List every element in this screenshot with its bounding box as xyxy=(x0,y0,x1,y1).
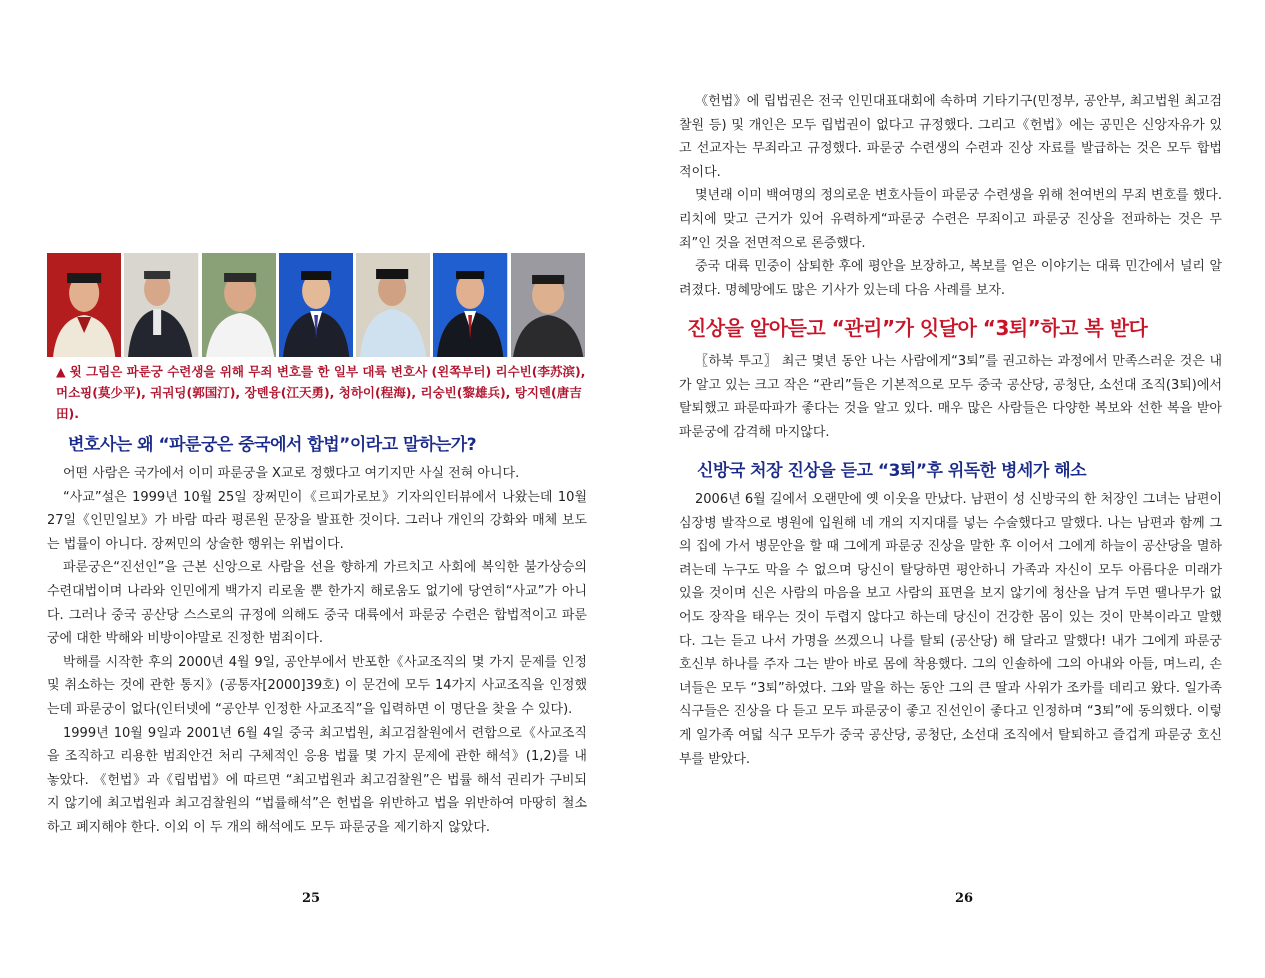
paragraph: 2006년 6월 길에서 오랜만에 옛 이웃을 만났다. 남편이 성 신방국의 한 처장인 그녀는 남편이 심장병 발작으로 병원에 입원해 네 개의 지지대를 넣는 수술했다고 말했다. 나는 남편과 함께 그의 집에 가서 병문안을 할 때 그에게 파룬궁 진상을 말한 후 이어서 그에게 하늘이 공산당을 멸하려는데 누구도 막을 수 없으며 당신이 탈당하면 평안하니 가족과 자신이 모두 아름다운 미래가 있을 것이며 신은 사람의 마음을 보고 사람의 표면을 보지 않기에 청산을 남겨 두면 땔나무가 없어도 장작을 태우는 것이 두렵지 않다고 하는데 당신이 건강한 몸이 있는 것이 만복이라고 말했다. 그는 듣고 나서 가명을 쓰겠으니 나를 탈퇴 (공산당) 해 달라고 말했다! 내가 그에게 파룬궁 호신부 하나를 주자 그는 받아 바로 몸에 착용했다. 그의 인솔하에 그의 아내와 아들, 며느리, 손녀들은 모두 “3퇴”하였다. 그와 말을 하는 동안 그의 큰 딸과 사위가 조카를 데리고 왔다. 일가족 식구들은 진상을 다 듣고 모두 파룬궁이 좋고 진선인이 좋다고 인정하며 “3퇴”에 동의했다. 이렇게 일가족 여덟 식구 모두가 중국 공산당, 공청단, 소선대 조직에서 탈퇴하고 즐겁게 파룬궁 호신부를 받았다. xyxy=(679,492,1222,767)
right-body-mid xyxy=(679,350,1222,444)
paragraph: 〖하북 투고〗 최근 몇년 동안 나는 사람에게“3퇴”를 권고하는 과정에서 만족스러운 것은 내가 알고 있는 크고 작은 “관리”들은 기본적으로 모두 중국 공산당, 공청단, 소선대 조직(3퇴)에서 탈퇴했고 파룬따파가 좋다는 것을 알고 있다. 매우 많은 사람들은 다양한 복보와 선한 복을 받아 파룬궁에 감격해 마지않다. xyxy=(679,354,1222,440)
photo-caption xyxy=(56,361,586,424)
lawyer-photo xyxy=(47,253,121,357)
lawyer-photo xyxy=(433,253,507,357)
article-subheading: 신방국 처장 진상을 듣고 “3퇴”후 위독한 병세가 해소 xyxy=(697,461,1087,481)
paragraph: 어떤 사람은 국가에서 이미 파룬궁을 X교로 정했다고 여기지만 사실 전혀 아니다. xyxy=(63,466,520,481)
left-page xyxy=(0,0,632,978)
paragraph: “사교”설은 1999년 10월 25일 장쩌민이《르피가로보》기자의인터뷰에서 나왔는데 10월 27일《인민일보》가 바람 따라 평론원 문장을 발표한 것이다. 그러나 개인의 강화와 매체 보도는 법률이 아니다. 장쩌민의 상술한 행위는 위법이다. xyxy=(47,489,587,552)
article-title: 진상을 알아듣고 “관리”가 잇달아 “3퇴”하고 복 받다 xyxy=(687,316,1148,340)
lawyer-photo xyxy=(202,253,276,357)
paragraph: 파룬궁은“진선인”을 근본 신앙으로 사람을 선을 향하게 가르치고 사회에 복익한 불가상승의 수련대법이며 나라와 인민에게 백가지 리로울 뿐 한가지 해로움도 없기에 당연히“사교”가 아니다. 그러나 중국 공산당 스스로의 규정에 의해도 중국 대륙에서 파룬궁 수련은 합법적이고 파룬궁에 대한 박해와 비방이야말로 진정한 범죄이다. xyxy=(47,560,587,647)
triangle-up-icon: ▲ xyxy=(56,364,66,379)
lawyer-photo xyxy=(356,253,430,357)
lawyer-photo xyxy=(511,253,585,357)
section-heading: 변호사는 왜 “파룬궁은 중국에서 합법”이라고 말하는가? xyxy=(68,435,477,455)
right-page xyxy=(632,0,1265,978)
lawyer-photo-strip xyxy=(47,253,585,357)
lawyer-photo xyxy=(124,253,198,357)
paragraph: 《헌법》에 립법권은 전국 인민대표대회에 속하며 기타기구(민정부, 공안부, 최고법원 최고검찰원 등) 및 개인은 모두 립법권이 없다고 규정했다. 그리고《헌법》에는 공민은 신앙자유가 있고 선교자는 무죄라고 규정했다. 파룬궁 수련생의 수련과 진상 자료를 발급하는 것은 모두 합법적이다. xyxy=(679,94,1222,180)
right-body-top xyxy=(679,90,1222,302)
paragraph: 중국 대륙 민중이 삼퇴한 후에 평안을 보장하고, 복보를 얻은 이야기는 대륙 민간에서 널리 알려졌다. 명혜망에도 많은 기사가 있는데 다음 사례를 보자. xyxy=(679,259,1222,298)
lawyer-photo xyxy=(279,253,353,357)
page-number: 25 xyxy=(302,891,321,906)
right-body-bottom xyxy=(679,488,1222,771)
left-body-text xyxy=(47,462,587,840)
page-number: 26 xyxy=(955,891,974,906)
paragraph: 몇년래 이미 백여명의 정의로운 변호사들이 파룬궁 수련생을 위해 천여번의 무죄 변호를 했다. 리치에 맞고 근거가 있어 유력하게“파룬궁 수련은 무죄이고 파룬궁 진상을 전파하는 것은 무죄”인 것을 전면적으로 론증했다. xyxy=(679,188,1222,251)
paragraph: 박해를 시작한 후의 2000년 4월 9일, 공안부에서 반포한《사교조직의 몇 가지 문제를 인정 및 취소하는 것에 관한 통지》(공통자[2000]39호) 이 문건에 모두 14가지 사교조직을 인정했는데 파룬궁이 없다(인터넷에 “공안부 인정한 사교조직”을 입력하면 이 명단을 찾을 수 있다). xyxy=(47,654,587,717)
paragraph: 1999년 10월 9일과 2001년 6월 4일 중국 최고법원, 최고검찰원에서 련합으로《사교조직을 조직하고 리용한 범죄안건 처리 구체적인 응용 법률 몇 가지 문제에 관한 해석》(1,2)를 내 놓았다. 《헌법》과《립법법》에 따르면 “최고법원과 최고검찰원”은 법률 해석 권리가 구비되지 않기에 최고법원과 최고검찰원의 “법률해석”은 헌법을 위반하고 법을 위반하여 마땅히 철소하고 폐지해야 한다. 이외 이 두 개의 해석에도 모두 파룬궁을 제기하지 않았다. xyxy=(47,725,587,835)
caption-text: 윗 그림은 파룬궁 수련생을 위해 무죄 변호를 한 일부 대륙 변호사 (왼쪽부터) 리수빈(李苏滨), 머소핑(莫少平), 궈궈딩(郭国汀), 장톈융(江天勇), 청하이(程海), 리숭빈(黎雄兵), 탕지톈(唐吉田). xyxy=(56,364,586,421)
